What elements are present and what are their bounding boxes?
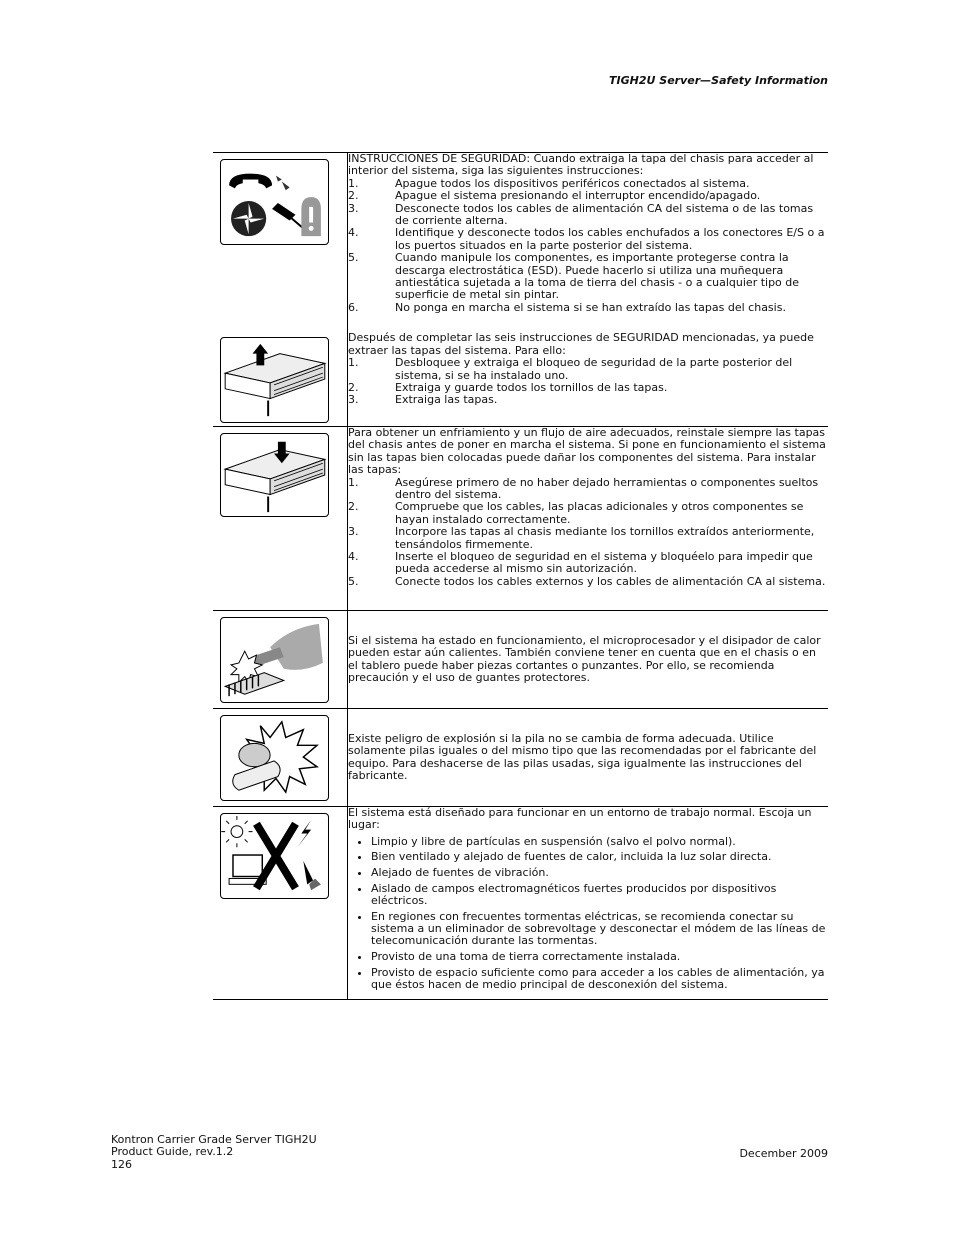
cover-removal-steps-2 bbox=[348, 357, 828, 407]
environment-intro: El sistema está diseñado para funcionar en un entorno de trabajo normal. Escoja un lugar: bbox=[348, 806, 812, 832]
icon-cell bbox=[213, 807, 348, 1000]
safety-row-environment bbox=[213, 807, 828, 1000]
list-item: 4. Inserte el bloqueo de seguridad en el sistema y bloquéelo para impedir que pueda accederse al mismo sin autorización. bbox=[348, 550, 813, 576]
list-item: 3. Extraiga las tapas. bbox=[348, 393, 498, 407]
reinstall-intro: Para obtener un enfriamiento y un flujo de aire adecuados, reinstale siempre las tapas del chasis antes de poner en marcha el sistema. Si pone en funcionamiento el sistema sin las tapas bien colocadas puede dañar los componentes del sistema. Para instalar las tapas: bbox=[348, 426, 826, 477]
icon-cell bbox=[213, 427, 348, 611]
page-header-title: TIGH2U Server—Safety Information bbox=[609, 74, 828, 87]
safety-text-cover-removal bbox=[348, 153, 829, 427]
reinstall-steps bbox=[348, 477, 828, 589]
list-item: 6. No ponga en marcha el sistema si se han extraído las tapas del chasis. bbox=[348, 300, 786, 314]
safety-row-battery bbox=[213, 709, 828, 807]
list-item: 3. Incorpore las tapas al chasis mediante los tornillos extraídos anteriormente, tensándolos firmemente. bbox=[348, 525, 815, 551]
battery-explosion-icon bbox=[220, 715, 329, 801]
safety-row-reinstall-covers bbox=[213, 427, 828, 611]
list-item: 3. Desconecte todos los cables de alimentación CA del sistema o de las tomas de corriente alterna. bbox=[348, 201, 814, 228]
hot-heatsink-icon bbox=[220, 617, 329, 703]
icon-cell bbox=[213, 611, 348, 709]
safety-text-hot-components bbox=[348, 611, 829, 709]
list-item: • En regiones con frecuentes tormentas eléctricas, se recomienda conectar su sistema a un eliminador de sobrevoltage y desconectar el módem de las líneas de telecomunicación durante las tormentas. bbox=[371, 911, 828, 948]
remove-cover-icon bbox=[220, 337, 329, 423]
footer-date: December 2009 bbox=[739, 1147, 828, 1160]
safety-table bbox=[213, 152, 828, 1000]
safety-text-battery bbox=[348, 709, 829, 807]
list-item: 5. Conecte todos los cables externos y los cables de alimentación CA al sistema. bbox=[348, 574, 826, 588]
icon-cell bbox=[213, 153, 348, 427]
footer-product-name: Kontron Carrier Grade Server TIGH2U bbox=[111, 1133, 317, 1146]
disconnect-power-warning-icon bbox=[220, 159, 329, 245]
list-item: • Limpio y libre de partículas en suspensión (salvo el polvo normal). bbox=[371, 836, 828, 848]
icon-cell bbox=[213, 709, 348, 807]
list-item: 1. Apague todos los dispositivos periféricos conectados al sistema. bbox=[348, 176, 750, 190]
footer-revision: Product Guide, rev.1.2 bbox=[111, 1145, 234, 1159]
safety-row-hot-components bbox=[213, 611, 828, 709]
environment-bullets bbox=[348, 836, 828, 992]
list-item: 2. Apague el sistema presionando el interruptor encendido/apagado. bbox=[348, 189, 761, 203]
install-cover-icon bbox=[220, 433, 329, 517]
battery-text: Existe peligro de explosión si la pila no se cambia de forma adecuada. Utilice solamente pilas iguales o del mismo tipo que las recomendadas por el fabricante del equipo. Para deshacerse de las pilas usadas, siga igualmente las instrucciones del fabricante. bbox=[348, 731, 817, 782]
list-item: • Bien ventilado y alejado de fuentes de calor, incluida la luz solar directa. bbox=[371, 851, 828, 863]
list-item: 1. Asegúrese primero de no haber dejado herramientas o componentes sueltos dentro del sistema. bbox=[348, 475, 819, 502]
safety-text-environment bbox=[348, 807, 829, 1000]
list-item: • Alejado de fuentes de vibración. bbox=[371, 867, 828, 879]
cover-removal-intro-2: Después de completar las seis instrucciones de SEGURIDAD mencionadas, ya puede extraer las tapas del sistema. Para ello: bbox=[348, 331, 814, 357]
environment-hazards-icon bbox=[220, 813, 329, 899]
list-item: 2. Extraiga y guarde todos los tornillos de las tapas. bbox=[348, 380, 668, 394]
list-item: • Provisto de una toma de tierra correctamente instalada. bbox=[371, 951, 828, 963]
hot-components-text: Si el sistema ha estado en funcionamiento, el microprocesador y el disipador de calor pueden estar aún calientes. También conviene tener en cuenta que en el chasis o en el tablero puede haber piezas cortantes o punzantes. Por ello, se recomienda precaución y el uso de guantes protectores. bbox=[348, 633, 821, 684]
list-item: 5. Cuando manipule los componentes, es importante protegerse contra la descarga electrostática (ESD). Puede hacerlo si utiliza una muñequera antiestática sujetada a la toma de tierra del chasis - o a cualquier tipo de superficie de metal sin pintar. bbox=[348, 251, 800, 302]
safety-text-reinstall-covers bbox=[348, 427, 829, 611]
cover-removal-intro: INSTRUCCIONES DE SEGURIDAD: Cuando extraiga la tapa del chasis para acceder al interior del sistema, siga las siguientes instrucciones: bbox=[348, 152, 814, 178]
list-item: • Aislado de campos electromagnéticos fuertes producidos por dispositivos eléctricos. bbox=[371, 883, 828, 908]
list-item: • Provisto de espacio suficiente como para acceder a los cables de alimentación, ya que éstos hacen de medio principal de desconexión del sistema. bbox=[371, 967, 828, 992]
list-item: 4. Identifique y desconecte todos los cables enchufados a los conectores E/S o a los puertos situados en la parte posterior del sistema. bbox=[348, 226, 825, 252]
safety-row-cover-removal bbox=[213, 153, 828, 427]
list-item: 2. Compruebe que los cables, las placas adicionales y otros componentes se hayan instalado correctamente. bbox=[348, 500, 804, 526]
cover-removal-steps bbox=[348, 178, 828, 314]
footer-page-number: 126 bbox=[111, 1157, 132, 1171]
footer-document-info bbox=[111, 1134, 317, 1171]
list-item: 1. Desbloquee y extraiga el bloqueo de seguridad de la parte posterior del sistema, si se ha instalado uno. bbox=[348, 356, 793, 382]
